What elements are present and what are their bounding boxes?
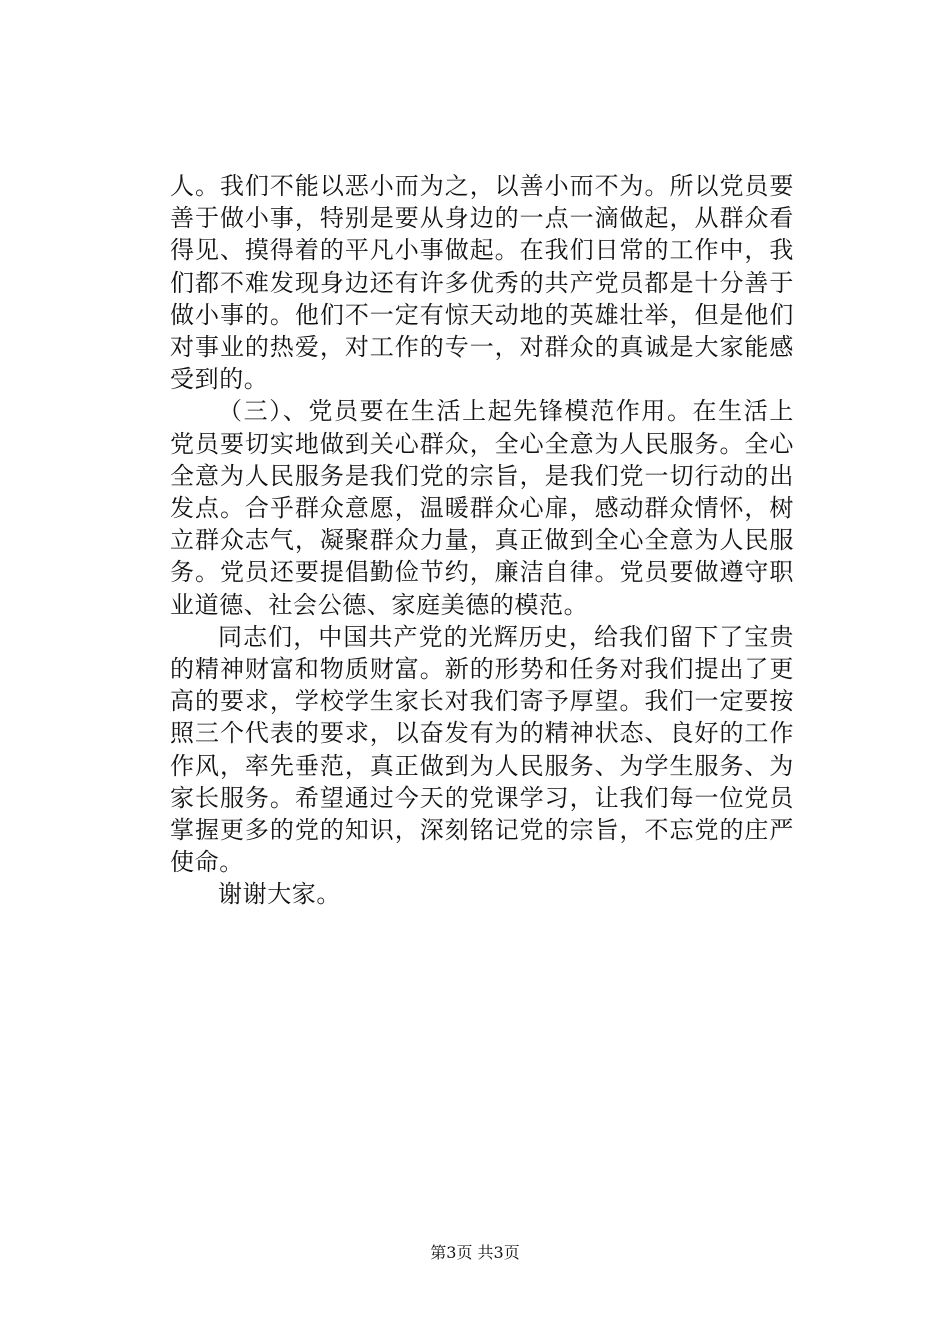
- page-footer: 第3页 共3页: [430, 1243, 520, 1262]
- body-paragraph-section-three: （三）、党员要在生活上起先锋模范作用。在生活上党员要切实地做到关心群众，全心全意为人民服务。全心全意为人民服务是我们党的宗旨，是我们党一切行动的出发点。合乎群众意愿，温暖群众心扉，感动群众情怀，树立群众志气，凝聚群众力量，真正做到全心全意为人民服务。党员还要提倡勤俭节约，廉洁自律。党员要做遵守职业道德、社会公德、家庭美德的模范。: [170, 397, 794, 619]
- document-body: [170, 170, 794, 911]
- body-paragraph-thanks: 谢谢大家。: [218, 880, 341, 909]
- body-paragraph-continuation: 人。我们不能以恶小而为之，以善小而不为。所以党员要善于做小事，特别是要从身边的一点一滴做起，从群众看得见、摸得着的平凡小事做起。在我们日常的工作中，我们都不难发现身边还有许多优秀的共产党员都是十分善于做小事的。他们不一定有惊天动地的英雄壮举，但是他们对事业的热爱，对工作的专一，对群众的真诚是大家能感受到的。: [170, 172, 794, 394]
- body-paragraph-conclusion: 同志们，中国共产党的光辉历史，给我们留下了宝贵的精神财富和物质财富。新的形势和任务对我们提出了更高的要求，学校学生家长对我们寄予厚望。我们一定要按照三个代表的要求，以奋发有为的精神状态、良好的工作作风，率先垂范，真正做到为人民服务、为学生服务、为家长服务。希望通过今天的党课学习，让我们每一位党员掌握更多的党的知识，深刻铭记党的宗旨，不忘党的庄严使命。: [170, 622, 794, 877]
